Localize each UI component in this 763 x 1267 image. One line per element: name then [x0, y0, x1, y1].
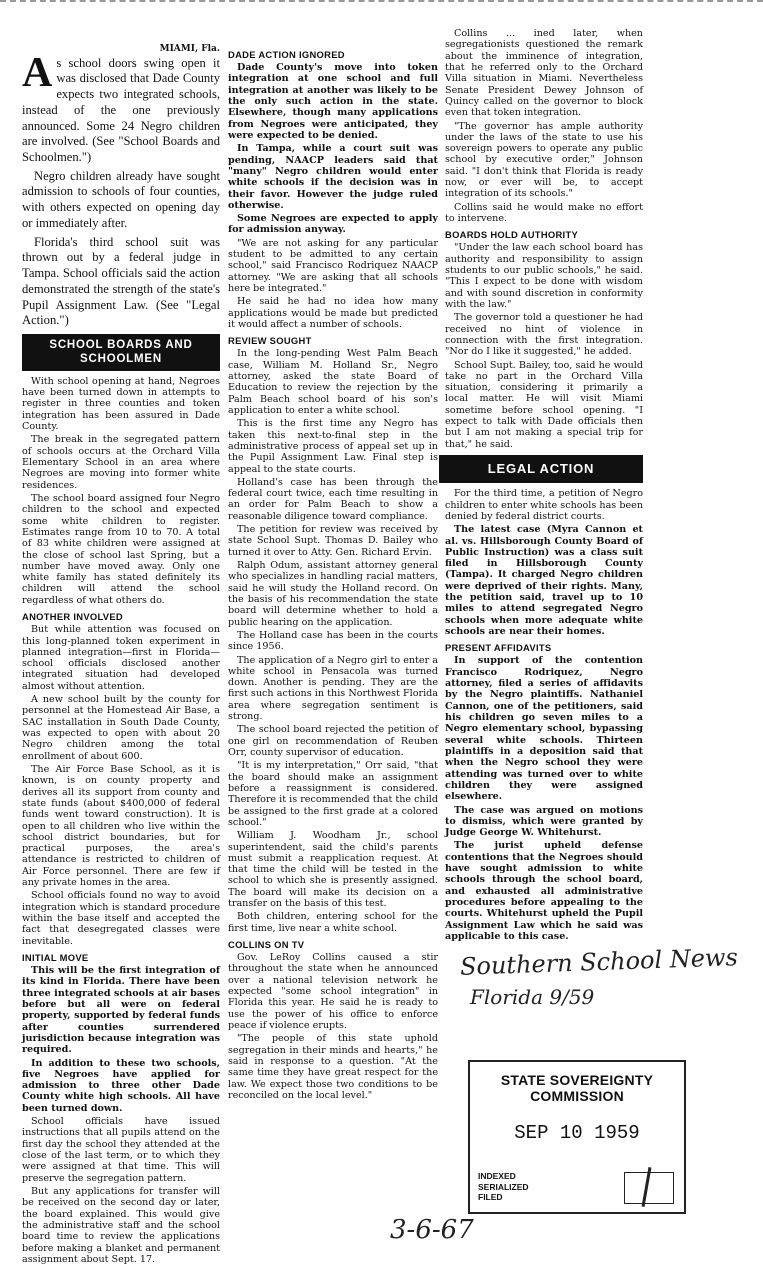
lead-paragraph: As school doors swing open it was disclosed that Dade County expects two integrated schools, instead of the one previously announced. Some 24 Negro children are involved. (See "School Boards and Schoolmen.") — [22, 49, 220, 165]
body-paragraph: "The people of this state uphold segregation in their minds and hearts," he said in response to a question. "At the same time they have great respect for the law. We expect those two conditions to be reconciled on the local level." — [228, 1033, 438, 1101]
body-paragraph: He said he had no idea how many applications would be made but predicted it would affect a number of schools. — [228, 296, 438, 330]
column-3 — [445, 28, 643, 944]
body-paragraph: The jurist upheld defense contentions that the Negroes should have sought admission to white schools through the school board, and exhausted all administrative procedures before appealing to the courts. Whitehurst upheld the Pupil Assignment Law which he said was applicable to this case. — [445, 840, 643, 942]
body-paragraph: School officials found no way to avoid integration which is standard procedure within the base itself and accepted the fact that desegregated classes were inevitable. — [22, 890, 220, 947]
body-paragraph: "The governor has ample authority under the laws of the state to use his sovereign powers to operate any public school by executive order," Johnson said. "I don't think that Florida is ready now, or ever will be, to accept integration of its schools." — [445, 120, 643, 200]
body-paragraph: In support of the contention Francisco Rodriquez, Negro attorney, filed a series of affidavits by the Negro plaintiffs. Nathaniel Cannon, one of the petitioners, said his children go seven miles to a Negro elementary school, bypassing several white schools. Thirteen plaintiffs in a deposition said that when the Negro school they were attending was turned over to white children they were assigned elsewhere. — [445, 655, 643, 803]
body-paragraph: The latest case (Myra Cannon et al. vs. Hillsborough County Board of Public Instruction) was a class suit filed in Hillsborough County (Tampa). It charged Negro children were deprived of their rights. Many, the petition said, travel up to 10 miles to attend segregated Negro schools when more adequate white schools are near their homes. — [445, 524, 643, 638]
subhead-initial-move: INITIAL MOVE — [22, 951, 89, 963]
body-paragraph: The break in the segregated pattern of schools occurs at the Orchard Villa Elementary School in an area where Negroes are moving into former white residences. — [22, 434, 220, 491]
body-paragraph: With school opening at hand, Negroes have been turned down in attempts to register in three counties and token integration has been assured in Dade County. — [22, 375, 220, 433]
subhead-boards-hold-authority: BOARDS HOLD AUTHORITY — [445, 229, 579, 241]
body-paragraph: "Under the law each school board has authority and responsibility to assign students to our public schools," he said. "This I expect to be done with wisdom and with sound discretion in conformity with the law." — [445, 242, 643, 310]
lead-paragraph: Negro children already have sought admission to schools of four counties, with others expected on opening day or immediately after. — [22, 168, 220, 230]
subhead-dade-action: DADE ACTION IGNORED — [228, 49, 345, 60]
dateline: MIAMI, Fla. — [159, 44, 220, 54]
column-1 — [22, 44, 220, 1267]
section-banner-legal-action: LEGAL ACTION — [439, 455, 643, 483]
body-paragraph: William J. Woodham Jr., school superintendent, said the child's parents must submit a reapplication request. At that time the child will be tested in the school to which she is presently assigned. The board will make its decision on a transfer on the basis of this test. — [228, 830, 438, 910]
top-dashed-border — [0, 0, 763, 8]
body-paragraph: This will be the first integration of its kind in Florida. There have been three integrated schools at air bases before but all were on federal property, supported by federal funds after counties surrendered jurisdiction because integration was required. — [22, 965, 220, 1056]
body-paragraph: This is the first time any Negro has taken this next-to-final step in the administrative process of appeal set up in the Pupil Assignment Law. Final step is appeal to the state courts. — [228, 418, 438, 475]
body-paragraph: The school board assigned four Negro children to the school and expected some white children to register. Estimates range from 10 to 70. A total of 83 white children were assigned at the close of school last Spring, but a number have moved away. Only one white family has stated definitely its children will attend the school regardless of what others do. — [22, 492, 220, 606]
subhead-present-affidavits: PRESENT AFFIDAVITS — [445, 642, 552, 654]
subhead-another-involved: ANOTHER INVOLVED — [22, 611, 123, 623]
body-paragraph: Gov. LeRoy Collins caused a stir throughout the state when he announced over a national television network he expected "some school integration" in Florida this year. He said he is ready to use the power of his office to enforce peace if violence erupts. — [228, 952, 438, 1031]
body-paragraph: But any applications for transfer will be received on the second day or later, the board explained. This would give the administrative staff and the school board time to review the applications before making a blanket and permanent assignment about Sept. 17. — [22, 1185, 220, 1265]
body-paragraph: In the long-pending West Palm Beach case, William M. Holland Sr., Negro attorney, asked the state Board of Education to review the rejection by the Palm Beach school board of his son's application to enter a white school. — [228, 348, 438, 416]
stamp-title: STATE SOVEREIGNTY COMMISSION — [500, 1072, 654, 1104]
body-paragraph: The Air Force Base School, as it is known, is on county property and derives all its support from county and state funds (about $400,000 of federal funds went toward construction). It is open to all children who live within the school district boundaries, but for practical purposes, the area's attendance is restricted to children of Air Force personnel. There are few if any private homes in the area. — [22, 763, 220, 889]
body-paragraph: But while attention was focused on this long-planned token experiment in planned integration—first in Florida—school officials disclosed another integrated situation had developed almost without attention. — [22, 624, 220, 692]
subhead-review-sought: REVIEW SOUGHT — [228, 335, 312, 347]
body-paragraph: A new school built by the county for personnel at the Homestead Air Base, a SAC installation in South Dade County, was expected to open with about 20 Negro children among the total enrollment of about 600. — [22, 694, 220, 762]
body-paragraph: In Tampa, while a court suit was pending, NAACP leaders said that "many" Negro children would enter white schools if the decision was in their favor. However the judge ruled otherwise. — [228, 143, 438, 211]
sovereignty-commission-stamp — [468, 1060, 686, 1214]
body-paragraph: In addition to these two schools, five Negroes have applied for admission to three other Dade County white high schools. All have been turned down. — [22, 1057, 220, 1114]
stamp-line-filed: FILED — [478, 1191, 503, 1202]
stamp-date: SEP 10 1959 — [514, 1122, 640, 1144]
body-paragraph: The case was argued on motions to dismiss, which were granted by Judge George W. Whitehurst. — [445, 804, 643, 839]
body-paragraph: The petition for review was received by state School Supt. Thomas D. Bailey who turned it over to Atty. Gen. Richard Ervin. — [228, 524, 438, 558]
body-paragraph: Holland's case has been through the federal court twice, each time resulting in an order for Palm Beach to show a reasonable diligence toward compliance. — [228, 476, 438, 522]
body-paragraph: School Supt. Bailey, too, said he would take no part in the Orchard Villa situation, considering it primarily a local matter. He will visit Miami sometime before school opening. "I expect to talk with Dade officials then but I am not making a special trip for that," he said. — [445, 359, 643, 450]
body-paragraph: "We are not asking for any particular student to be admitted to any certain school," said Francisco Rodriquez NAACP attorney. "We are asking that all schools here be integrated." — [228, 237, 438, 295]
body-paragraph: Collins ... ined later, when segregationists questioned the remark about the imminence of integration, that he referred only to the Orchard Villa situation in Miami. Nevertheless Senate President Dewey Johnson of Quincy called on the governor to block even that token integration. — [445, 28, 643, 119]
body-paragraph: The Holland case has been in the courts since 1956. — [228, 629, 438, 653]
stamp-line-serialized: SERIALIZED — [478, 1181, 529, 1192]
body-paragraph: Dade County's move into token integration at one school and full integration at another was likely to be the only such action in the state. Elsewhere, though many applications from Negroes were anticipated, they were expected to be denied. — [228, 62, 438, 141]
handwritten-date-note: Florida 9/59 — [470, 985, 595, 1009]
drop-cap: A — [22, 49, 53, 96]
handwritten-bottom-date: 3-6-67 — [390, 1215, 474, 1245]
subhead-collins-on-tv: COLLINS ON TV — [228, 939, 305, 950]
section-banner-school-boards: SCHOOL BOARDS AND SCHOOLMEN — [22, 334, 220, 371]
body-paragraph: "It is my interpretation," Orr said, "that the board should make an assignment before a reassignment is considered. Therefore it is recommended that the child be assigned to the first grade at a colored school." — [228, 760, 438, 828]
stamp-checklist — [478, 1171, 529, 1202]
body-paragraph: School officials have issued instructions that all pupils attend on the first day the school they attended at the close of the last term, or to which they were assigned at that time. This will preserve the segregation pattern. — [22, 1116, 220, 1184]
body-paragraph: The school board rejected the petition of one girl on recommendation of Reuben Orr, county supervisor of education. — [228, 724, 438, 758]
body-paragraph: Both children, entering school for the first time, live near a white school. — [228, 911, 438, 934]
column-2 — [228, 44, 438, 1103]
body-paragraph: The application of a Negro girl to enter a white school in Pensacola was turned down. Another is pending. They are the first such actions in this Northwest Florida area where segregation sentiment is strong. — [228, 654, 438, 723]
body-paragraph: Ralph Odum, assistant attorney general who specializes in handling racial matters, said he will study the Holland record. On the basis of his recommendation the state board will determine whether to hold a public hearing on the application. — [228, 560, 438, 628]
stamp-initial-box — [624, 1172, 674, 1204]
stamp-line-indexed: INDEXED — [478, 1171, 516, 1182]
body-paragraph: The governor told a questioner he had received no hint of violence in connection with the first integration. "Nor do I like it suggested," he added. — [445, 312, 643, 358]
body-paragraph: Collins said he would make no effort to intervene. — [445, 201, 643, 224]
body-paragraph: Some Negroes are expected to apply for admission anyway. — [228, 213, 438, 236]
lead-paragraph: Florida's third school suit was thrown out by a federal judge in Tampa. School officials said the action demonstrated the strength of the state's Pupil Assignment Law. (See "Legal Action.") — [22, 234, 220, 328]
body-paragraph: For the third time, a petition of Negro children to enter white schools has been denied by federal district courts. — [445, 488, 643, 522]
handwritten-source-note: Southern School News — [459, 943, 739, 981]
